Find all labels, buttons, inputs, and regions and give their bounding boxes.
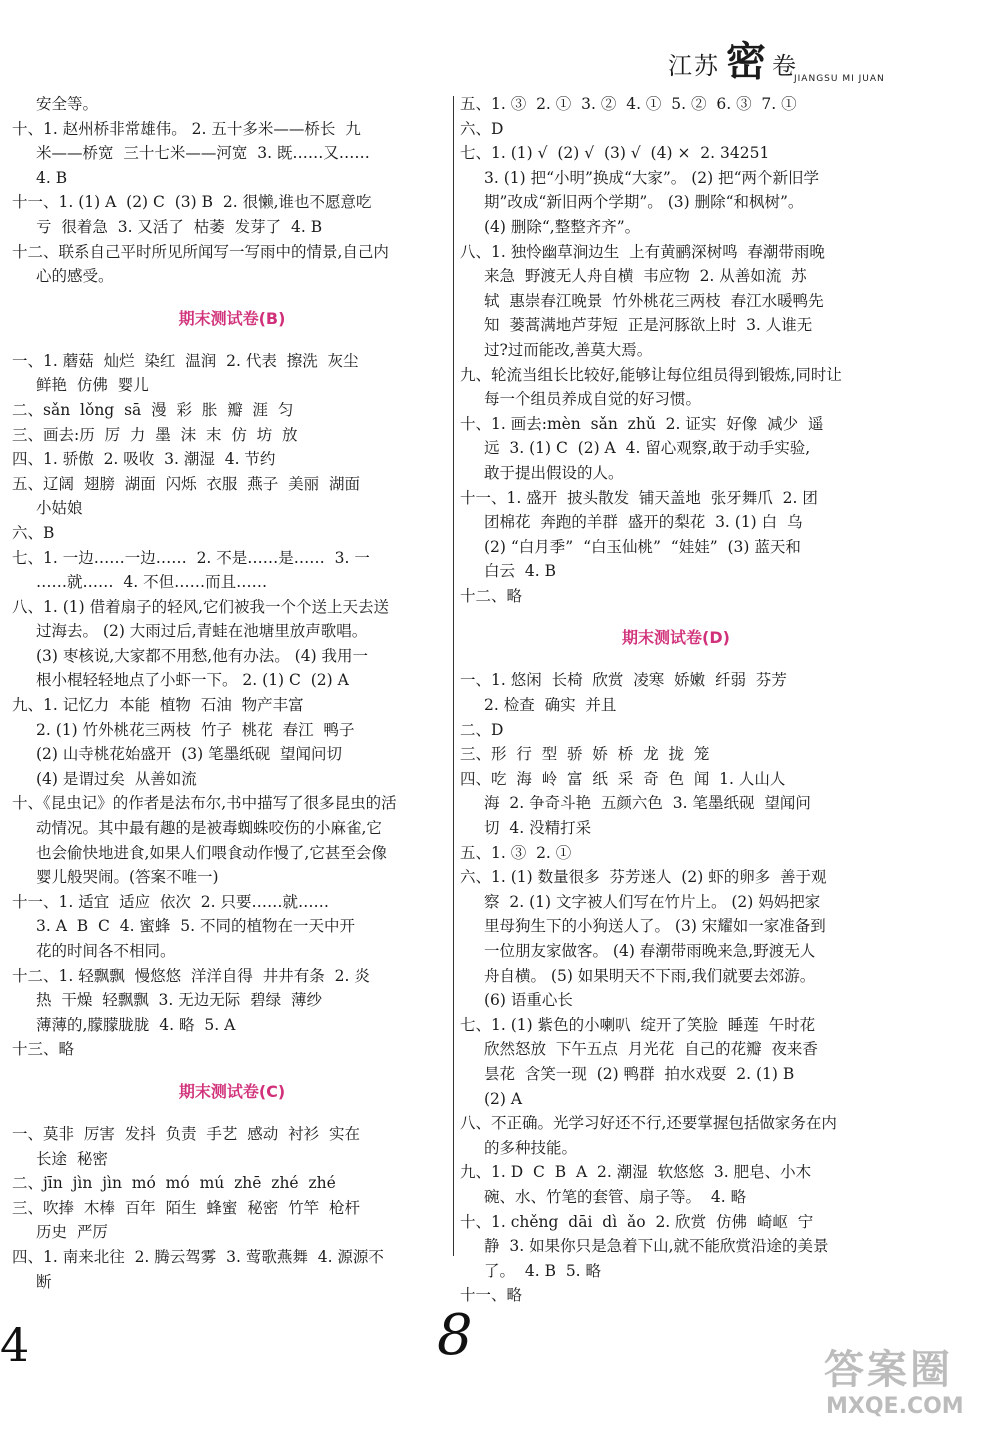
watermark (818, 1338, 988, 1430)
logo-prefix: 江苏 (668, 52, 720, 80)
answer-line: 鲜艳 仿佛 婴儿 (36, 376, 149, 395)
answer-line: 十、1. 赵州桥非常雄伟。 2. 五十多米——桥长 九 (12, 119, 361, 138)
answer-line: 薄薄的,朦朦胧胧 4. 略 5. A (36, 1015, 236, 1034)
answer-line: 十二、1. 轻飘飘 慢悠悠 洋洋自得 井井有条 2. 炎 (12, 966, 370, 985)
answer-line: 七、1. 一边……一边…… 2. 不是……是…… 3. 一 (12, 548, 370, 567)
answer-line: 4. B (36, 168, 68, 187)
answer-line: 七、1. (1) 紫色的小喇叭 绽开了笑脸 睡莲 午时花 (460, 1015, 816, 1034)
answer-line: 八、不正确。光学习好还不行,还要掌握包括做家务在内 (460, 1114, 837, 1133)
left-column (12, 92, 452, 1294)
answer-line: 过海去。 (2) 大雨过后,青蛙在池塘里放声歌唱。 (36, 622, 368, 641)
answer-line: 十、1. 画去:mèn sǎn zhǔ 2. 证实 好像 减少 遥 (460, 414, 824, 433)
answer-line: (2) 山寺桃花始盛开 (3) 笔墨纸砚 望闻问切 (36, 745, 342, 764)
answer-line: 九、1. 记忆力 本能 植物 石油 物产丰富 (12, 696, 304, 715)
answer-line: 六、B (12, 523, 55, 542)
answer-line: 三、吹捧 木棒 百年 陌生 蜂蜜 秘密 竹竿 枪杆 (12, 1198, 360, 1217)
answer-line: 十三、略 (12, 1040, 75, 1059)
answer-line: 历史 严厉 (36, 1223, 108, 1242)
answer-line: 三、形 行 型 骄 娇 桥 龙 拢 笼 (460, 745, 710, 764)
answer-line: 欣然怒放 下午五点 月光花 自己的花瓣 夜来香 (484, 1040, 818, 1059)
answer-line: 十、1. chěng dāi dì ǎo 2. 欣赏 仿佛 崎岖 宁 (460, 1212, 814, 1231)
answer-line: ……就…… 4. 不但……而且…… (36, 573, 268, 592)
handwritten-page-number: 8 (437, 1303, 473, 1368)
answer-line: 十一、略 (460, 1286, 523, 1305)
answer-line: 小姑娘 (36, 499, 83, 518)
answer-line: 舟自横。 (5) 如果明天不下雨,我们就要去郊游。 (484, 966, 816, 985)
answer-line: 八、1. (1) 借着扇子的轻风,它们被我一个个送上天去送 (12, 597, 390, 616)
answer-line: 2. 检查 确实 并且 (484, 696, 617, 715)
answer-line: 十二、略 (460, 586, 523, 605)
watermark-text: 答案圈 (824, 1347, 953, 1393)
answer-line: 敢于提出假设的人。 (484, 463, 624, 482)
page-corner-mark: 4 (0, 1318, 30, 1372)
answer-line: (3) 枣核说,大家都不用愁,他有办法。 (4) 我用一 (36, 646, 369, 665)
answer-line: 二、sǎn lǒng sā 漫 彩 胀 瓣 涯 匀 (12, 400, 294, 419)
answer-line: 切 4. 没精打采 (484, 819, 592, 838)
answer-line: 五、1. ③ 2. ① (460, 843, 572, 862)
answer-line: (4) 删除“,整整齐齐”。 (484, 217, 641, 236)
answer-line: (6) 语重心长 (484, 991, 573, 1010)
answer-line: 断 (36, 1272, 52, 1291)
answer-line: 了。 4. B 5. 略 (484, 1261, 602, 1280)
answer-line: 每一个组员养成自觉的好习惯。 (484, 390, 702, 409)
answer-line: 三、画去:历 厉 力 墨 沫 末 仿 坊 放 (12, 425, 298, 444)
section-heading: 期末测试卷(C) (178, 1081, 286, 1101)
answer-line: 四、吃 海 岭 富 纸 采 奇 色 闻 1. 人山人 (460, 769, 786, 788)
answer-line: 二、jīn jìn jìn mó mó mú zhē zhé zhé (12, 1174, 336, 1193)
section-heading: 期末测试卷(B) (178, 308, 286, 328)
answer-line: 米——桥宽 三十七米——河宽 3. 既……又…… (36, 144, 370, 163)
column-divider (453, 96, 454, 1256)
answer-line: 四、1. 骄傲 2. 吸收 3. 潮湿 4. 节约 (12, 450, 276, 469)
answer-line: 期”改成“新旧两个学期”。 (3) 删除“和枫树”。 (484, 193, 804, 212)
answer-line: 十一、1. (1) A (2) C (3) B 2. 很懒,谁也不愿意吃 (12, 193, 372, 212)
answer-line: (4) 是谓过矣 从善如流 (36, 769, 197, 788)
answer-line: 根小棍轻轻地点了小虾一下。 2. (1) C (2) A (36, 671, 349, 690)
answer-line: 2. (1) 竹外桃花三两枝 竹子 桃花 春江 鸭子 (36, 720, 355, 739)
answer-line: 海 2. 争奇斗艳 五颜六色 3. 笔墨纸砚 望闻问 (484, 794, 811, 813)
answer-line: 九、轮流当组长比较好,能够让每位组员得到锻炼,同时让 (460, 365, 842, 384)
answer-line: 十一、1. 适宜 适应 依次 2. 只要……就…… (12, 892, 329, 911)
answer-line: 亏 很着急 3. 又活了 枯萎 发芽了 4. B (36, 217, 323, 236)
answer-line: 也会偷快地进食,如果人们喂食动作慢了,它甚至会像 (36, 843, 387, 862)
right-column (460, 92, 892, 1308)
answer-line: 热 干燥 轻飘飘 3. 无边无际 碧绿 薄纱 (36, 991, 322, 1010)
publisher-logo (668, 30, 903, 90)
answer-line: 远 3. (1) C (2) A 4. 留心观察,敢于动手实验, (484, 439, 811, 458)
answer-line: 一位朋友家做客。 (4) 春潮带雨晚来急,野渡无人 (484, 942, 816, 960)
answer-line: 静 3. 如果你只是急着下山,就不能欣赏沿途的美景 (484, 1237, 829, 1256)
answer-line: 一、1. 蘑菇 灿烂 染红 温润 2. 代表 擦洗 灰尘 (12, 351, 359, 370)
answer-line: 轼 惠崇春江晚景 竹外桃花三两枝 春江水暖鸭先 (484, 291, 824, 310)
answer-line: 长途 秘密 (36, 1149, 108, 1168)
answer-line: 来急 野渡无人舟自横 韦应物 2. 从善如流 苏 (484, 267, 807, 286)
answer-line: 碗、水、竹笔的套管、扇子等。 4. 略 (484, 1187, 747, 1206)
answer-line: 五、辽阔 翅膀 湖面 闪烁 衣服 燕子 美丽 湖面 (12, 474, 360, 493)
answer-line: 四、1. 南来北往 2. 腾云驾雾 3. 莺歌燕舞 4. 源源不 (12, 1247, 384, 1266)
answer-line: 心的感受。 (36, 267, 114, 286)
logo-pinyin: JIANGSU MI JUAN (794, 74, 885, 84)
answer-line: 里母狗生下的小狗送人了。 (3) 宋耀如一家准备到 (484, 917, 826, 936)
answer-line: 的多种技能。 (484, 1138, 578, 1157)
watermark-url: MXQE.COM (826, 1394, 964, 1419)
answer-line: 知 蒌蒿满地芦芽短 正是河豚欲上时 3. 人谁无 (484, 316, 813, 335)
answer-line: 过?过而能改,善莫大焉。 (484, 340, 653, 359)
answer-line: 安全等。 (36, 95, 99, 113)
answer-line: 九、1. D C B A 2. 潮湿 软悠悠 3. 肥皂、小木 (460, 1163, 812, 1182)
logo-mi: 密 (726, 38, 766, 85)
answer-line: 白云 4. B (484, 562, 556, 581)
answer-line: 团棉花 奔跑的羊群 盛开的梨花 3. (1) 白 乌 (484, 513, 803, 532)
answer-line: 3. A B C 4. 蜜蜂 5. 不同的植物在一天中开 (36, 917, 356, 936)
answer-line: 昙花 含笑一现 (2) 鸭群 拍水戏耍 2. (1) B (484, 1064, 795, 1083)
answer-line: (2) “白月季” “白玉仙桃” “娃娃” (3) 蓝天和 (484, 537, 801, 556)
answer-line: 一、莫非 厉害 发抖 负责 手艺 感动 衬衫 实在 (12, 1124, 360, 1143)
answer-line: 十二、联系自己平时所见所闻写一写雨中的情景,自己内 (12, 242, 389, 261)
answer-line: 婴儿般哭闹。(答案不唯一) (36, 868, 219, 887)
answer-line: 十一、1. 盛开 披头散发 铺天盖地 张牙舞爪 2. 团 (460, 488, 818, 507)
section-heading: 期末测试卷(D) (622, 628, 730, 648)
answer-line: 花的时间各不相同。 (36, 942, 176, 960)
answer-line: 七、1. (1) √ (2) √ (3) √ (4) × 2. 34251 (460, 144, 770, 163)
answer-line: 二、D (460, 720, 504, 739)
answer-line: 动情况。其中最有趣的是被毒蜘蛛咬伤的小麻雀,它 (36, 819, 382, 838)
answer-line: 八、1. 独怜幽草涧边生 上有黄鹂深树鸣 春潮带雨晚 (460, 242, 825, 261)
answer-line: (2) A (484, 1089, 523, 1108)
answer-line: 察 2. (1) 文字被人们写在竹片上。 (2) 妈妈把家 (484, 892, 821, 911)
logo-suffix: 卷 (772, 52, 796, 80)
answer-line: 3. (1) 把“小明”换成“大家”。 (2) 把“两个新旧学 (484, 168, 820, 187)
answer-line: 十、《昆虫记》的作者是法布尔,书中描写了很多昆虫的活 (12, 794, 397, 813)
answer-line: 六、1. (1) 数量很多 芬芳迷人 (2) 虾的卵多 善于观 (460, 868, 827, 887)
answer-line: 一、1. 悠闲 长椅 欣赏 凌寒 娇嫩 纤弱 芬芳 (460, 671, 787, 690)
answer-line: 五、1. ③ 2. ① 3. ② 4. ① 5. ② 6. ③ 7. ① (460, 95, 797, 113)
answer-line: 六、D (460, 119, 504, 138)
